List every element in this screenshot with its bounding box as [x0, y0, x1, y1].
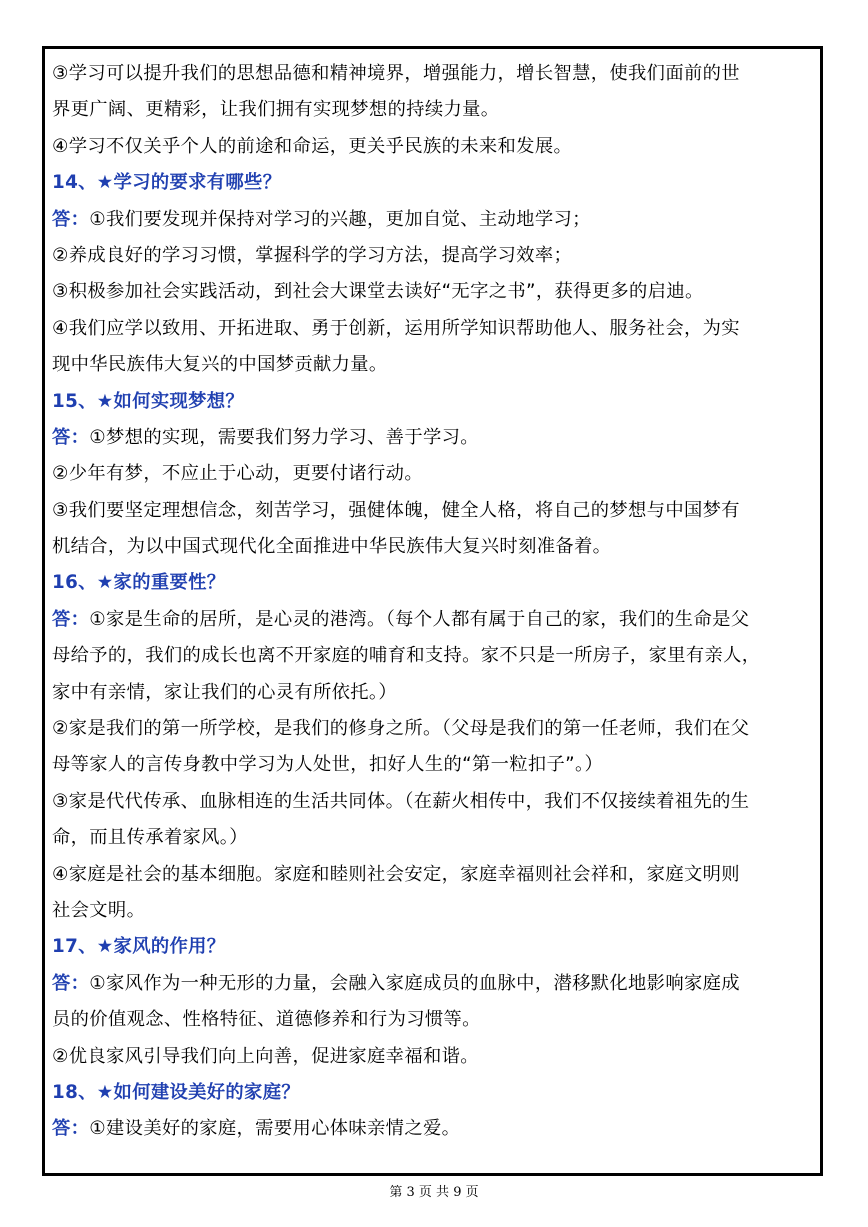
answer-text: ①家风作为一种无形的力量，会融入家庭成员的血脉中，潜移默化地影响家庭成: [89, 972, 740, 994]
answer-line: [52, 1111, 814, 1147]
body-text-line: ③学习可以提升我们的思想品德和精神境界，增强能力，增长智慧，使我们面前的世: [52, 63, 740, 84]
body-text-line: ②家是我们的第一所学校，是我们的修身之所。（父母是我们的第一任老师，我们在父: [52, 718, 750, 740]
body-text-line: 母等家人的言传身教中学习为人处世，扣好人生的“第一粒扣子”。）: [52, 754, 604, 776]
answer-label: 答：: [52, 426, 90, 448]
answer-text: ①建设美好的家庭，需要用心体味亲情之爱。: [89, 1118, 461, 1140]
question-heading: 16、★家的重要性？: [52, 572, 226, 594]
answer-line: [52, 602, 814, 638]
answer-line: [52, 420, 814, 456]
answer-text: ①家是生命的居所，是心灵的港湾。（每个人都有属于自己的家，我们的生命是父: [89, 608, 750, 630]
answer-label: 答：: [52, 1118, 90, 1140]
body-text-line: 界更广阔、更精彩，让我们拥有实现梦想的持续力量。: [52, 99, 500, 121]
question-heading: 15、★如何实现梦想？: [52, 390, 245, 412]
body-text-line: 机结合，为以中国式现代化全面推进中华民族伟大复兴时刻准备着。: [52, 536, 612, 558]
body-text-line: ④我们应学以致用、开拓进取、勇于创新，运用所学知识帮助他人、服务社会，为实: [52, 317, 740, 339]
question-heading: 17、★家风的作用？: [52, 936, 226, 958]
body-text-line: ②优良家风引导我们向上向善，促进家庭幸福和谐。: [52, 1045, 479, 1067]
body-text-line: ③家是代代传承、血脉相连的生活共同体。（在薪火相传中，我们不仅接续着祖先的生: [52, 790, 750, 812]
answer-label: 答：: [52, 608, 90, 630]
question-heading: 18、★如何建设美好的家庭？: [52, 1081, 300, 1103]
answer-label: 答：: [52, 972, 90, 994]
answer-line: [52, 966, 814, 1002]
body-text-line: ③积极参加社会实践活动，到社会大课堂去读好“无字之书”，获得更多的启迪。: [52, 281, 704, 303]
body-text-line: 母给予的，我们的成长也离不开家庭的哺育和支持。家不只是一所房子，家里有亲人，: [52, 645, 761, 667]
document-body: [52, 56, 818, 1148]
body-text-line: 命，而且传承着家风。）: [52, 827, 248, 849]
body-text-line: ④学习不仅关乎个人的前途和命运，更关乎民族的未来和发展。: [52, 135, 573, 157]
body-text-line: ③我们要坚定理想信念，刻苦学习，强健体魄，健全人格，将自己的梦想与中国梦有: [52, 499, 740, 521]
body-text-line: 现中华民族伟大复兴的中国梦贡献力量。: [52, 354, 388, 376]
answer-text: ①我们要发现并保持对学习的兴趣，更加自觉、主动地学习；: [89, 208, 591, 230]
answer-text: ①梦想的实现，需要我们努力学习、善于学习。: [89, 426, 479, 448]
body-text-line: ②养成良好的学习习惯，掌握科学的学习方法，提高学习效率；: [52, 244, 573, 266]
question-heading: 14、★学习的要求有哪些？: [52, 172, 282, 194]
answer-line: [52, 202, 814, 238]
page-footer: 第 3 页 共 9 页: [389, 1185, 479, 1200]
body-text-line: 社会文明。: [52, 899, 146, 921]
body-text-line: 家中有亲情，家让我们的心灵有所依托。）: [52, 681, 398, 703]
answer-label: 答：: [52, 208, 90, 230]
body-text-line: 员的价值观念、性格特征、道德修养和行为习惯等。: [52, 1009, 481, 1031]
body-text-line: ②少年有梦，不应止于心动，更要付诸行动。: [52, 463, 423, 485]
body-text-line: ④家庭是社会的基本细胞。家庭和睦则社会安定，家庭幸福则社会祥和，家庭文明则: [52, 863, 740, 885]
